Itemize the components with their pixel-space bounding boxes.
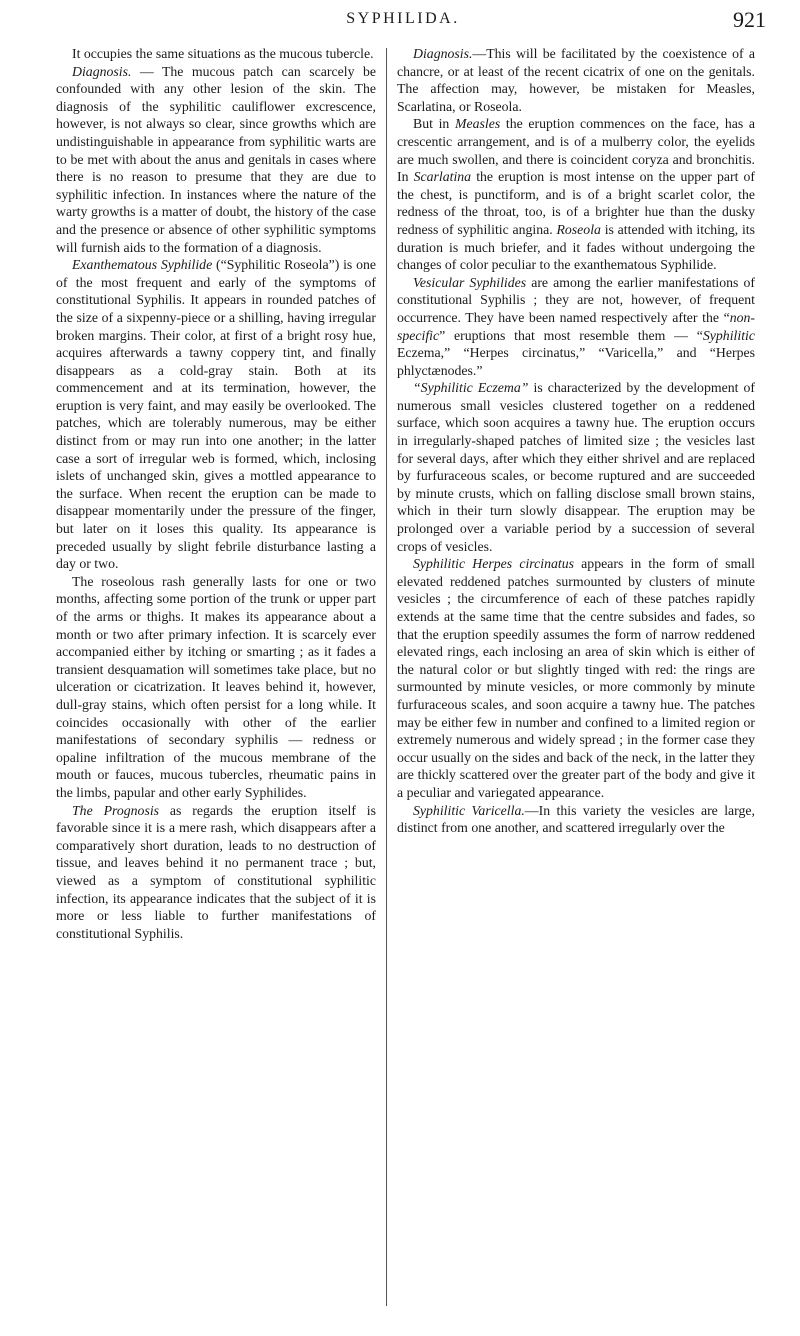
paragraph-text: (“Syphilitic Roseola”) is one of the most frequent and early of the symptoms of constitutional Syphilis. It appears in rounded patches of the size of a sixpenny-piece or a shilling, having irregular broken margins. Their color, at first of a bright rosy hue, acquires afterwards a tawny coppery tint, and finally disappears as a cold-gray stain. Both at its commencement and at its termination, however, the eruption is very faint, and may easily be overlooked. The patches, which are tolerably numerous, may be either distinct from or may run into one another; in the latter case a sort of irregular web is formed, which, inclosing islets of unchanged skin, gives a mottled appearance to the surface. When recent the eruption can be made to disappear momentarily under the pressure of the finger, but later on it loses this quality. Its appearance is preceded usually by slight febrile disturbance lasting a day or two. — [56, 257, 377, 572]
paragraph: It occupies the same situations as the mucous tubercle. — [72, 46, 374, 61]
paragraph-text: —This will be facilitated by the coexistence of a chancre, or at least of the recent cicatrix of one on the genitals. The affection may, however, be mistaken for Measles, Scarlatina, or Roseola. — [397, 46, 755, 114]
text-run: are among the earlier manifestations of constitutional Syphilis ; they are not, however, of frequent occurrence. They have been named respectively after the “ — [397, 274, 755, 325]
run-in-heading: Exanthematous Syphilide — [72, 257, 213, 273]
paragraph — [56, 256, 376, 573]
italic-term: non-specific — [397, 309, 755, 343]
text-run: ” eruptions that most resemble them — “ — [439, 327, 703, 343]
run-in-heading: Diagnosis. — [72, 63, 132, 79]
paragraph-text: — The mucous patch can scarcely be confounded with any other lesion of the skin. The diagnosis of the syphilitic cauliflower excrescence, however, is not always so clear, since growths which are undistinguishable in appearance from syphilitic warts are to be met with about the anus and genitals in cases where there is no reason to presume that they are due to syphilitic infection. In instances where the nature of the warty growths is a matter of doubt, the history of the case and the presence or absence of other syphilitic symptoms will furnish aids to the formation of a diagnosis. — [56, 63, 376, 255]
paragraph-text: appears in the form of small elevated reddened patches surmounted by clusters of minute vesicles ; the circumference of each of these patches rapidly extends at the same time that the centre subsides and fades, so that the eruption speedily assumes the form of narrow reddened elevated rings, each inclosing an area of skin which is either of the natural color or but slightly tinged with red: the rings are surmounted by minute vesicles, or more commonly by minute furfuraceous scales, and soon acquire a tawny hue. The patches may be either few in number and confined to a limited region or extremely numerous and widely spread ; in the former case they occur usually on the sides and back of the neck, in the latter they are thickly scattered over the greater part of the body and give it a peculiar and variegated appearance. — [397, 556, 755, 800]
text-run: But in — [413, 116, 455, 132]
left-column — [56, 45, 376, 942]
italic-term: Measles — [454, 116, 501, 132]
column-divider — [386, 48, 387, 1306]
run-in-heading: Diagnosis. — [413, 46, 473, 61]
paragraph — [397, 274, 755, 380]
text-run: the eruption commences on the face, has a crescentic arrangement, and is of a mulberry color, the eyelids are much swollen, and there is coincident coryza and bronchitis. In — [397, 116, 755, 185]
right-column — [397, 45, 755, 837]
text-run: is attended with itching, its duration is much briefer, and it fades without undergoing the changes of color peculiar to the exanthematous Syphilide. — [397, 221, 755, 273]
run-in-heading: “Syphilitic Eczema” — [413, 380, 529, 396]
paragraph — [397, 115, 755, 273]
run-in-heading: The Prognosis — [72, 802, 160, 818]
italic-term: Scarlatina — [413, 169, 472, 185]
run-in-heading: Vesicular Syphilides — [413, 274, 527, 290]
paragraph — [397, 379, 755, 555]
paragraph: The roseolous rash generally lasts for one or two months, affecting some portion of the trunk or upper part of the arms or thighs. It makes its appearance about a month or two after primary infection. It is scarcely ever accompanied either by itching or smarting ; as it fades a transient desquamation will sometimes take place, but no ulceration or cicatrization. It leaves behind it, however, dull-gray stains, which often persist for a long while. It coincides occasionally with other of the earlier manifestations of secondary syphilis — redness or opaline infiltration of the mucous membrane of the mouth or fauces, mucous tubercles, rheumatic pains in the limbs, papular and other early Syphilides. — [56, 573, 376, 800]
paragraph — [397, 45, 755, 115]
paragraph-text: is characterized by the development of numerous small vesicles clustered together on a reddened surface, which soon acquires a tawny hue. The eruption occurs in irregularly-shaped patches of limited size ; the vesicles last for several days, after which they either shrivel and are replaced by furfuraceous scales, or become ruptured and are succeeded by minute crusts, which on falling disclose small brown stains, which in their turn slowly disappear. The eruption may be prolonged over a variable period by a succession of several crops of vesicles. — [397, 380, 755, 554]
page-header — [40, 7, 766, 36]
text-run: Eczema,” “Herpes circinatus,” “Varicella,” and “Herpes phlyctænodes.” — [397, 345, 755, 378]
italic-term: Roseola — [556, 221, 601, 237]
paragraph — [56, 802, 376, 943]
running-head: SYPHILIDA. — [346, 10, 460, 27]
page-number: 921 — [733, 7, 766, 32]
paragraph — [397, 802, 755, 837]
paragraph-text: as regards the eruption itself is favorable since it is a mere rash, which disappears after a comparatively short duration, leads to no destruction of tissue, and leaves behind it no permanent trace ; but, viewed as a symptom of constitutional syphilitic infection, its appearance indicates that the subject of it is more or less liable to further manifestations of constitutional Syphilis. — [56, 802, 376, 941]
paragraph — [397, 555, 755, 801]
paragraph-text: —In this variety the vesicles are large, distinct from one another, and scattered irregularly over the — [397, 802, 755, 836]
italic-term: Syphilitic — [702, 327, 755, 343]
paragraph — [56, 63, 376, 257]
text-run: the eruption is most intense on the upper part of the chest, is punctiform, and is of a bright scarlet color, the redness of the throat, too, is of a brighter hue than the dusky redness of syphilitic angina. — [397, 169, 755, 237]
run-in-heading: Syphilitic Herpes circinatus — [413, 556, 574, 572]
run-in-heading: Syphilitic Varicella. — [413, 802, 525, 818]
